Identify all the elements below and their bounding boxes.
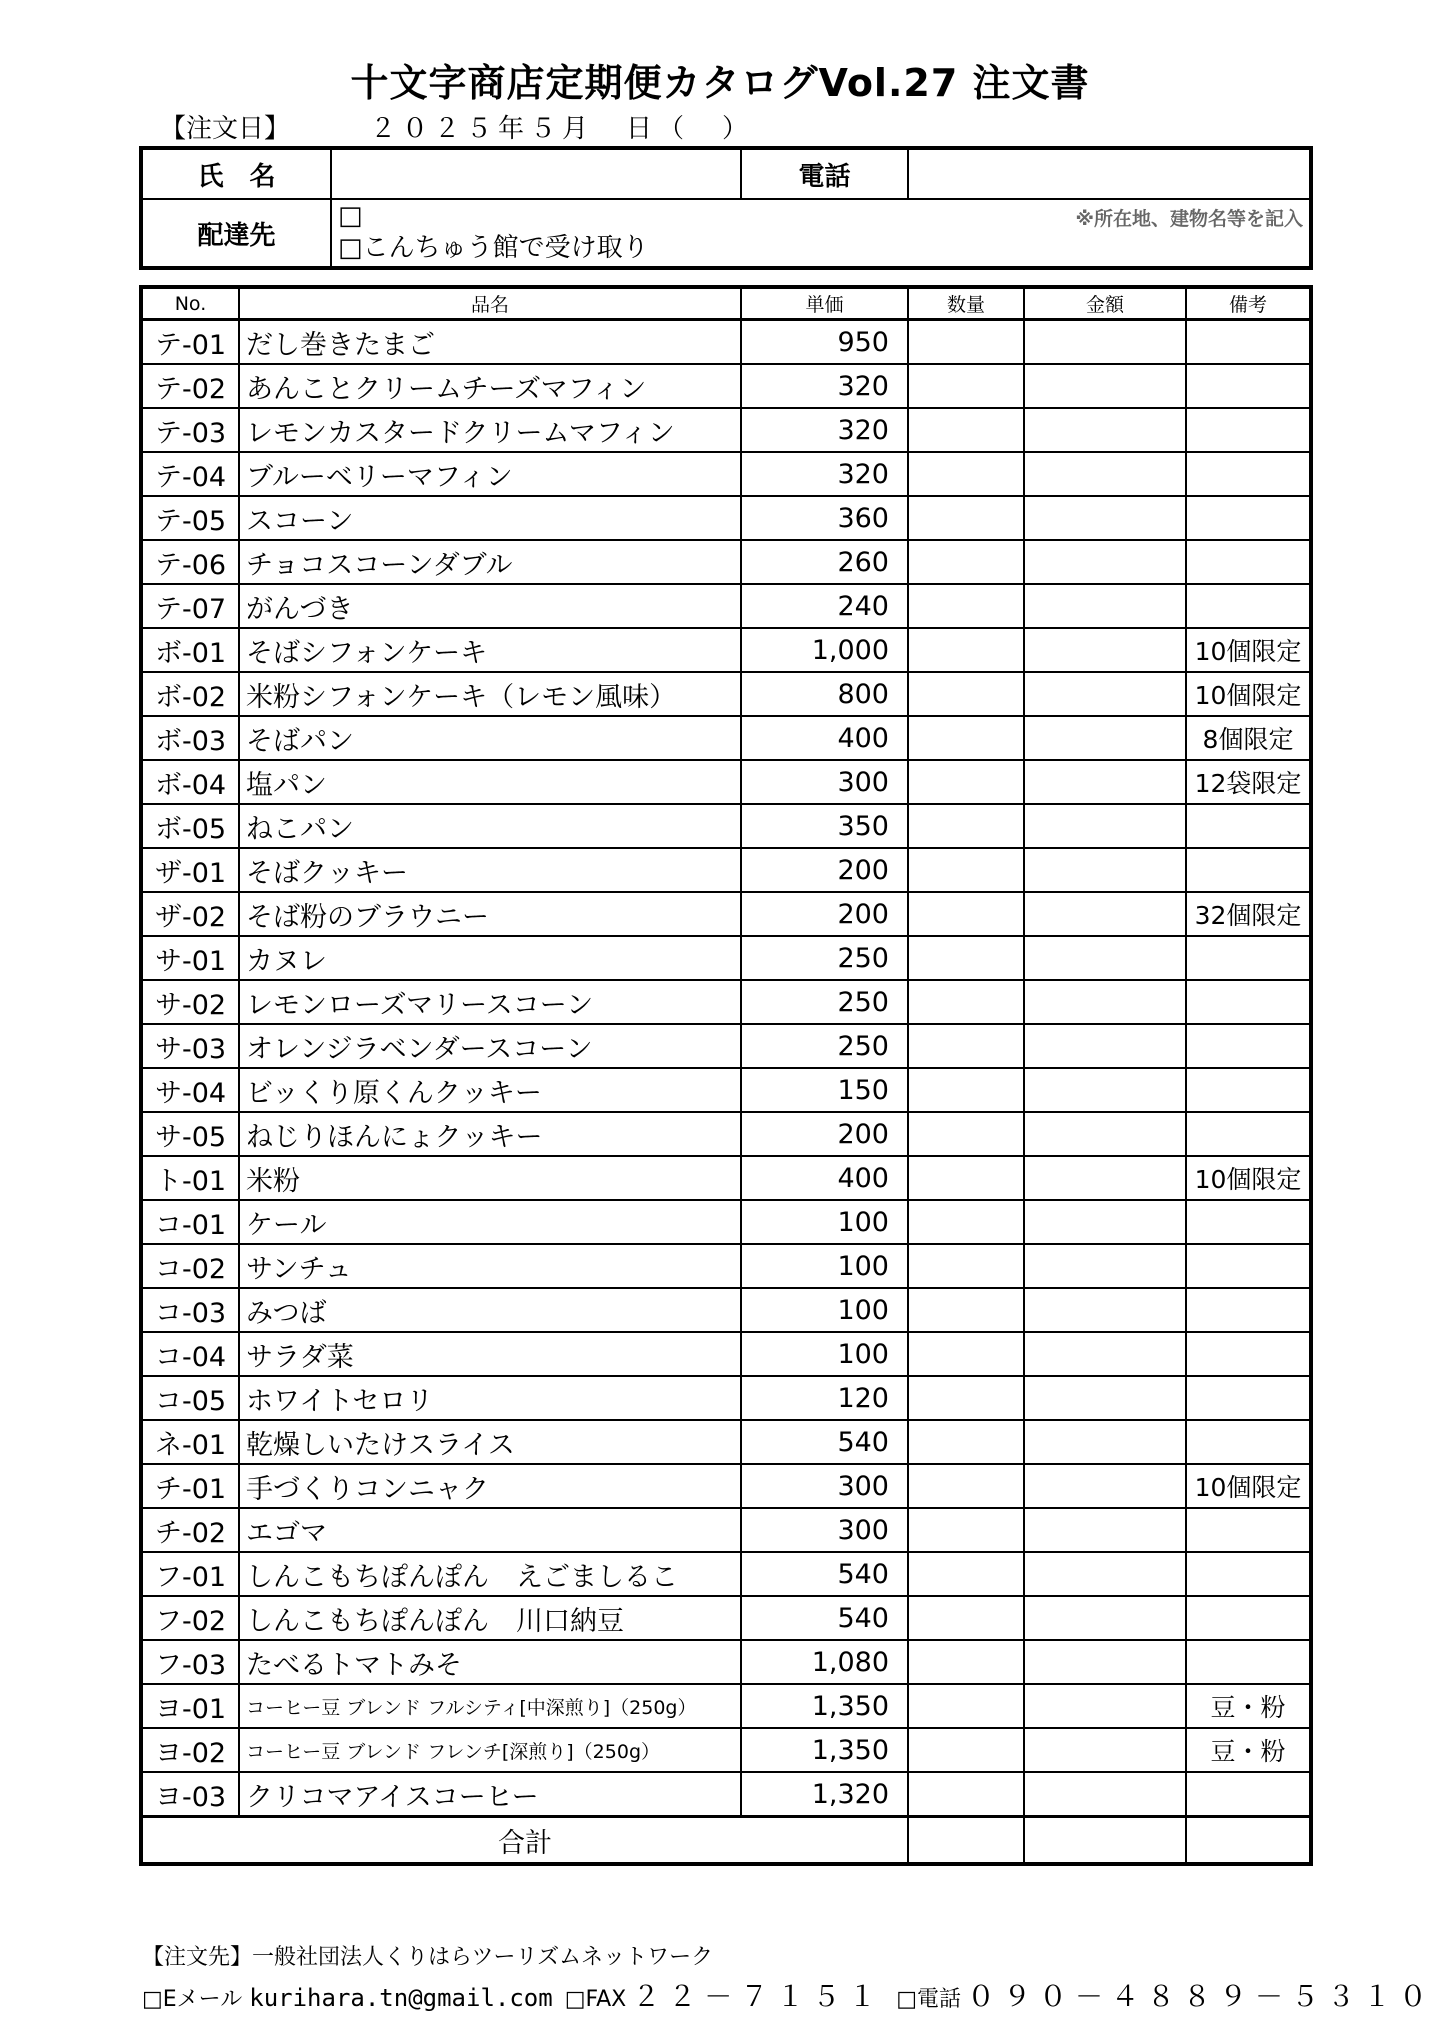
item-price: 950 xyxy=(741,320,908,365)
item-no: コ-04 xyxy=(141,1332,239,1376)
item-amount-cell[interactable] xyxy=(1024,1244,1186,1288)
item-price: 320 xyxy=(741,408,908,452)
item-qty-cell[interactable] xyxy=(908,760,1024,804)
item-amount-cell[interactable] xyxy=(1024,584,1186,628)
item-note xyxy=(1186,584,1311,628)
item-note xyxy=(1186,1772,1311,1817)
item-name: カヌレ xyxy=(239,936,741,980)
table-row xyxy=(141,1684,1311,1728)
item-qty-cell[interactable] xyxy=(908,1332,1024,1376)
item-qty-cell[interactable] xyxy=(908,1068,1024,1112)
item-price: 400 xyxy=(741,1156,908,1200)
item-name: 乾燥しいたけスライス xyxy=(239,1420,741,1464)
item-no: テ-06 xyxy=(141,540,239,584)
table-row xyxy=(141,628,1311,672)
item-no: ボ-05 xyxy=(141,804,239,848)
item-price: 540 xyxy=(741,1552,908,1596)
item-amount-cell[interactable] xyxy=(1024,716,1186,760)
item-amount-cell[interactable] xyxy=(1024,936,1186,980)
item-amount-cell[interactable] xyxy=(1024,1640,1186,1684)
item-amount-cell[interactable] xyxy=(1024,1728,1186,1772)
header-note: 備考 xyxy=(1186,287,1311,320)
item-no: コ-03 xyxy=(141,1288,239,1332)
item-price: 250 xyxy=(741,936,908,980)
item-no: ト-01 xyxy=(141,1156,239,1200)
table-row xyxy=(141,1728,1311,1772)
item-note xyxy=(1186,1244,1311,1288)
item-amount-cell[interactable] xyxy=(1024,1684,1186,1728)
item-name: レモンカスタードクリームマフィン xyxy=(239,408,741,452)
table-row xyxy=(141,584,1311,628)
item-no: テ-05 xyxy=(141,496,239,540)
item-qty-cell[interactable] xyxy=(908,980,1024,1024)
item-no: テ-04 xyxy=(141,452,239,496)
item-no: ザ-02 xyxy=(141,892,239,936)
item-qty-cell[interactable] xyxy=(908,892,1024,936)
table-row xyxy=(141,716,1311,760)
item-no: サ-01 xyxy=(141,936,239,980)
table-row xyxy=(141,1200,1311,1244)
item-qty-cell[interactable] xyxy=(908,1244,1024,1288)
item-name: ホワイトセロリ xyxy=(239,1376,741,1420)
table-row xyxy=(141,1332,1311,1376)
item-name: 米粉シフォンケーキ（レモン風味） xyxy=(239,672,741,716)
item-price: 540 xyxy=(741,1420,908,1464)
header-no: No. xyxy=(141,287,239,320)
item-qty-cell[interactable] xyxy=(908,1288,1024,1332)
table-row xyxy=(141,804,1311,848)
item-price: 800 xyxy=(741,672,908,716)
item-name: ブルーベリーマフィン xyxy=(239,452,741,496)
item-price: 1,000 xyxy=(741,628,908,672)
item-qty-cell[interactable] xyxy=(908,584,1024,628)
table-row xyxy=(141,1596,1311,1640)
item-amount-cell[interactable] xyxy=(1024,628,1186,672)
item-amount-cell[interactable] xyxy=(1024,1068,1186,1112)
item-qty-cell[interactable] xyxy=(908,1596,1024,1640)
item-no: サ-04 xyxy=(141,1068,239,1112)
item-name: スコーン xyxy=(239,496,741,540)
item-price: 300 xyxy=(741,1508,908,1552)
item-amount-cell[interactable] xyxy=(1024,1024,1186,1068)
item-qty-cell[interactable] xyxy=(908,1156,1024,1200)
table-row xyxy=(141,760,1311,804)
item-note xyxy=(1186,1200,1311,1244)
table-row xyxy=(141,452,1311,496)
item-name: オレンジラベンダースコーン xyxy=(239,1024,741,1068)
item-note xyxy=(1186,1112,1311,1156)
item-price: 350 xyxy=(741,804,908,848)
item-price: 150 xyxy=(741,1068,908,1112)
item-name: ねじりほんにょクッキー xyxy=(239,1112,741,1156)
item-qty-cell[interactable] xyxy=(908,1200,1024,1244)
item-note xyxy=(1186,1508,1311,1552)
table-row xyxy=(141,672,1311,716)
item-name: あんことクリームチーズマフィン xyxy=(239,364,741,408)
table-header-row xyxy=(141,287,1311,320)
item-note xyxy=(1186,1288,1311,1332)
item-qty-cell[interactable] xyxy=(908,1684,1024,1728)
item-name: だし巻きたまご xyxy=(239,320,741,365)
destination-note: ※所在地、建物名等を記入 xyxy=(1075,208,1303,230)
item-no: ヨ-02 xyxy=(141,1728,239,1772)
item-no: コ-05 xyxy=(141,1376,239,1420)
item-no: サ-05 xyxy=(141,1112,239,1156)
table-row xyxy=(141,1640,1311,1684)
item-amount-cell[interactable] xyxy=(1024,1772,1186,1817)
table-row xyxy=(141,848,1311,892)
header-name: 品名 xyxy=(239,287,741,320)
item-name: しんこもちぽんぽん えごましるこ xyxy=(239,1552,741,1596)
item-qty-cell[interactable] xyxy=(908,320,1024,365)
item-note xyxy=(1186,1552,1311,1596)
item-note: 12袋限定 xyxy=(1186,760,1311,804)
table-row xyxy=(141,1288,1311,1332)
item-qty-cell[interactable] xyxy=(908,540,1024,584)
item-no: テ-02 xyxy=(141,364,239,408)
table-row xyxy=(141,980,1311,1024)
item-price: 200 xyxy=(741,892,908,936)
total-qty-cell[interactable] xyxy=(908,1817,1024,1865)
item-qty-cell[interactable] xyxy=(908,1024,1024,1068)
item-price: 250 xyxy=(741,980,908,1024)
table-row xyxy=(141,1508,1311,1552)
customer-info-table xyxy=(139,146,1313,270)
item-name: 手づくりコンニャク xyxy=(239,1464,741,1508)
item-note xyxy=(1186,1376,1311,1420)
item-no: フ-03 xyxy=(141,1640,239,1684)
item-amount-cell[interactable] xyxy=(1024,496,1186,540)
table-row xyxy=(141,496,1311,540)
item-price: 200 xyxy=(741,848,908,892)
item-no: サ-03 xyxy=(141,1024,239,1068)
item-qty-cell[interactable] xyxy=(908,628,1024,672)
item-amount-cell[interactable] xyxy=(1024,1332,1186,1376)
item-qty-cell[interactable] xyxy=(908,1552,1024,1596)
item-qty-cell[interactable] xyxy=(908,672,1024,716)
item-amount-cell[interactable] xyxy=(1024,1112,1186,1156)
destination-option-pickup[interactable]: □こんちゅう館で受け取り xyxy=(338,233,649,263)
item-name: しんこもちぽんぽん 川口納豆 xyxy=(239,1596,741,1640)
page-title: 十文字商店定期便カタログVol.27 注文書 xyxy=(350,61,1090,105)
item-amount-cell[interactable] xyxy=(1024,320,1186,365)
item-qty-cell[interactable] xyxy=(908,1772,1024,1817)
item-qty-cell[interactable] xyxy=(908,1464,1024,1508)
table-row xyxy=(141,1376,1311,1420)
order-date-label: 【注文日】 xyxy=(160,114,291,144)
item-name: みつば xyxy=(239,1288,741,1332)
item-price: 100 xyxy=(741,1288,908,1332)
item-no: チ-01 xyxy=(141,1464,239,1508)
table-row xyxy=(141,1112,1311,1156)
item-note xyxy=(1186,452,1311,496)
item-name: ケール xyxy=(239,1200,741,1244)
item-note xyxy=(1186,1420,1311,1464)
item-note: 10個限定 xyxy=(1186,1156,1311,1200)
item-price: 200 xyxy=(741,1112,908,1156)
item-note xyxy=(1186,1596,1311,1640)
fax-label: □FAX xyxy=(564,1987,627,2012)
item-qty-cell[interactable] xyxy=(908,452,1024,496)
table-row xyxy=(141,364,1311,408)
item-qty-cell[interactable] xyxy=(908,1420,1024,1464)
table-row xyxy=(141,936,1311,980)
phone-contact-label: □電話 xyxy=(896,1987,962,2012)
item-amount-cell[interactable] xyxy=(1024,1156,1186,1200)
total-amount-cell[interactable] xyxy=(1024,1817,1186,1865)
item-name: そばパン xyxy=(239,716,741,760)
item-qty-cell[interactable] xyxy=(908,936,1024,980)
item-note xyxy=(1186,980,1311,1024)
table-row xyxy=(141,1068,1311,1112)
email-label: □Eメール xyxy=(142,1987,243,2012)
item-name: そば粉のブラウニー xyxy=(239,892,741,936)
item-qty-cell[interactable] xyxy=(908,1376,1024,1420)
item-note: 豆・粉 xyxy=(1186,1728,1311,1772)
item-note: 10個限定 xyxy=(1186,672,1311,716)
item-qty-cell[interactable] xyxy=(908,804,1024,848)
item-qty-cell[interactable] xyxy=(908,496,1024,540)
item-name: サラダ菜 xyxy=(239,1332,741,1376)
item-no: チ-02 xyxy=(141,1508,239,1552)
table-row xyxy=(141,320,1311,365)
total-note-cell xyxy=(1186,1817,1311,1865)
item-amount-cell[interactable] xyxy=(1024,1596,1186,1640)
item-name: そばクッキー xyxy=(239,848,741,892)
item-note xyxy=(1186,496,1311,540)
item-name: 塩パン xyxy=(239,760,741,804)
item-no: テ-07 xyxy=(141,584,239,628)
item-price: 300 xyxy=(741,1464,908,1508)
total-label: 合計 xyxy=(141,1817,908,1865)
item-amount-cell[interactable] xyxy=(1024,1288,1186,1332)
item-note xyxy=(1186,408,1311,452)
item-note: 豆・粉 xyxy=(1186,1684,1311,1728)
item-note xyxy=(1186,1640,1311,1684)
header-qty: 数量 xyxy=(908,287,1024,320)
order-items-table xyxy=(139,285,1313,1866)
item-qty-cell[interactable] xyxy=(908,1640,1024,1684)
item-name: たべるトマトみそ xyxy=(239,1640,741,1684)
item-note: 10個限定 xyxy=(1186,628,1311,672)
item-name: コーヒー豆 ブレンド フレンチ[深煎り]（250g） xyxy=(239,1728,741,1772)
order-date xyxy=(160,108,754,145)
item-no: テ-01 xyxy=(141,320,239,365)
item-note xyxy=(1186,848,1311,892)
item-amount-cell[interactable] xyxy=(1024,1552,1186,1596)
item-no: ヨ-01 xyxy=(141,1684,239,1728)
table-row xyxy=(141,1464,1311,1508)
item-qty-cell[interactable] xyxy=(908,1508,1024,1552)
item-price: 300 xyxy=(741,760,908,804)
table-row xyxy=(141,1024,1311,1068)
item-name: レモンローズマリースコーン xyxy=(239,980,741,1024)
table-row xyxy=(141,1244,1311,1288)
item-amount-cell[interactable] xyxy=(1024,1376,1186,1420)
item-no: サ-02 xyxy=(141,980,239,1024)
item-note xyxy=(1186,1024,1311,1068)
item-name: チョコスコーンダブル xyxy=(239,540,741,584)
item-amount-cell[interactable] xyxy=(1024,1464,1186,1508)
item-amount-cell[interactable] xyxy=(1024,452,1186,496)
item-no: フ-02 xyxy=(141,1596,239,1640)
item-note xyxy=(1186,804,1311,848)
item-price: 120 xyxy=(741,1376,908,1420)
item-no: ヨ-03 xyxy=(141,1772,239,1817)
item-name: エゴマ xyxy=(239,1508,741,1552)
table-row xyxy=(141,1552,1311,1596)
item-price: 1,320 xyxy=(741,1772,908,1817)
destination-field[interactable] xyxy=(331,199,1311,268)
item-amount-cell[interactable] xyxy=(1024,848,1186,892)
table-row xyxy=(141,1420,1311,1464)
item-amount-cell[interactable] xyxy=(1024,1420,1186,1464)
item-note xyxy=(1186,1332,1311,1376)
item-name: サンチュ xyxy=(239,1244,741,1288)
item-no: ネ-01 xyxy=(141,1420,239,1464)
table-row xyxy=(141,892,1311,936)
item-qty-cell[interactable] xyxy=(908,1112,1024,1156)
item-name: コーヒー豆 ブレンド フルシティ[中深煎り]（250g） xyxy=(239,1684,741,1728)
item-price: 250 xyxy=(741,1024,908,1068)
item-note xyxy=(1186,364,1311,408)
name-label: 氏 名 xyxy=(141,148,331,199)
item-price: 400 xyxy=(741,716,908,760)
destination-option-address[interactable]: □ xyxy=(338,201,363,231)
item-note: 32個限定 xyxy=(1186,892,1311,936)
item-qty-cell[interactable] xyxy=(908,716,1024,760)
item-qty-cell[interactable] xyxy=(908,364,1024,408)
table-row xyxy=(141,1772,1311,1817)
item-price: 320 xyxy=(741,364,908,408)
item-amount-cell[interactable] xyxy=(1024,408,1186,452)
email-address[interactable]: kurihara.tn@gmail.com xyxy=(249,1984,553,2012)
contact-info xyxy=(142,1975,1440,2015)
item-no: ボ-01 xyxy=(141,628,239,672)
item-price: 360 xyxy=(741,496,908,540)
item-qty-cell[interactable] xyxy=(908,848,1024,892)
item-price: 1,080 xyxy=(741,1640,908,1684)
item-amount-cell[interactable] xyxy=(1024,540,1186,584)
order-to: 【注文先】一般社団法人くりはらツーリズムネットワーク xyxy=(142,1945,714,1970)
item-amount-cell[interactable] xyxy=(1024,672,1186,716)
table-row xyxy=(141,408,1311,452)
item-note xyxy=(1186,936,1311,980)
total-row xyxy=(141,1817,1311,1865)
fax-number: ２２－７１５１ xyxy=(632,1980,885,2013)
item-note xyxy=(1186,1068,1311,1112)
phone-number[interactable]: ０９０－４８８９－５３１０ xyxy=(967,1980,1436,2013)
item-amount-cell[interactable] xyxy=(1024,1200,1186,1244)
item-price: 320 xyxy=(741,452,908,496)
item-price: 100 xyxy=(741,1332,908,1376)
item-note xyxy=(1186,320,1311,365)
item-no: コ-02 xyxy=(141,1244,239,1288)
order-date-value: ２０２５年５月 日（ ） xyxy=(370,114,755,144)
item-amount-cell[interactable] xyxy=(1024,804,1186,848)
phone-field[interactable] xyxy=(908,148,1311,199)
item-no: コ-01 xyxy=(141,1200,239,1244)
item-amount-cell[interactable] xyxy=(1024,980,1186,1024)
item-name: ビッくり原くんクッキー xyxy=(239,1068,741,1112)
destination-label: 配達先 xyxy=(141,199,331,268)
item-price: 540 xyxy=(741,1596,908,1640)
header-price: 単価 xyxy=(741,287,908,320)
item-name: そばシフォンケーキ xyxy=(239,628,741,672)
item-no: テ-03 xyxy=(141,408,239,452)
item-price: 100 xyxy=(741,1244,908,1288)
item-price: 260 xyxy=(741,540,908,584)
item-name: 米粉 xyxy=(239,1156,741,1200)
item-name: がんづき xyxy=(239,584,741,628)
item-no: ボ-02 xyxy=(141,672,239,716)
item-amount-cell[interactable] xyxy=(1024,760,1186,804)
item-amount-cell[interactable] xyxy=(1024,892,1186,936)
item-name: クリコマアイスコーヒー xyxy=(239,1772,741,1817)
item-note: 8個限定 xyxy=(1186,716,1311,760)
item-qty-cell[interactable] xyxy=(908,1728,1024,1772)
name-field[interactable] xyxy=(331,148,741,199)
item-price: 240 xyxy=(741,584,908,628)
item-qty-cell[interactable] xyxy=(908,408,1024,452)
item-price: 100 xyxy=(741,1200,908,1244)
phone-label: 電話 xyxy=(741,148,908,199)
item-no: ザ-01 xyxy=(141,848,239,892)
item-name: ねこパン xyxy=(239,804,741,848)
header-amount: 金額 xyxy=(1024,287,1186,320)
table-row xyxy=(141,1156,1311,1200)
item-no: ボ-03 xyxy=(141,716,239,760)
table-row xyxy=(141,540,1311,584)
item-no: ボ-04 xyxy=(141,760,239,804)
item-note xyxy=(1186,540,1311,584)
item-price: 1,350 xyxy=(741,1684,908,1728)
item-price: 1,350 xyxy=(741,1728,908,1772)
item-amount-cell[interactable] xyxy=(1024,1508,1186,1552)
item-amount-cell[interactable] xyxy=(1024,364,1186,408)
item-no: フ-01 xyxy=(141,1552,239,1596)
item-note: 10個限定 xyxy=(1186,1464,1311,1508)
